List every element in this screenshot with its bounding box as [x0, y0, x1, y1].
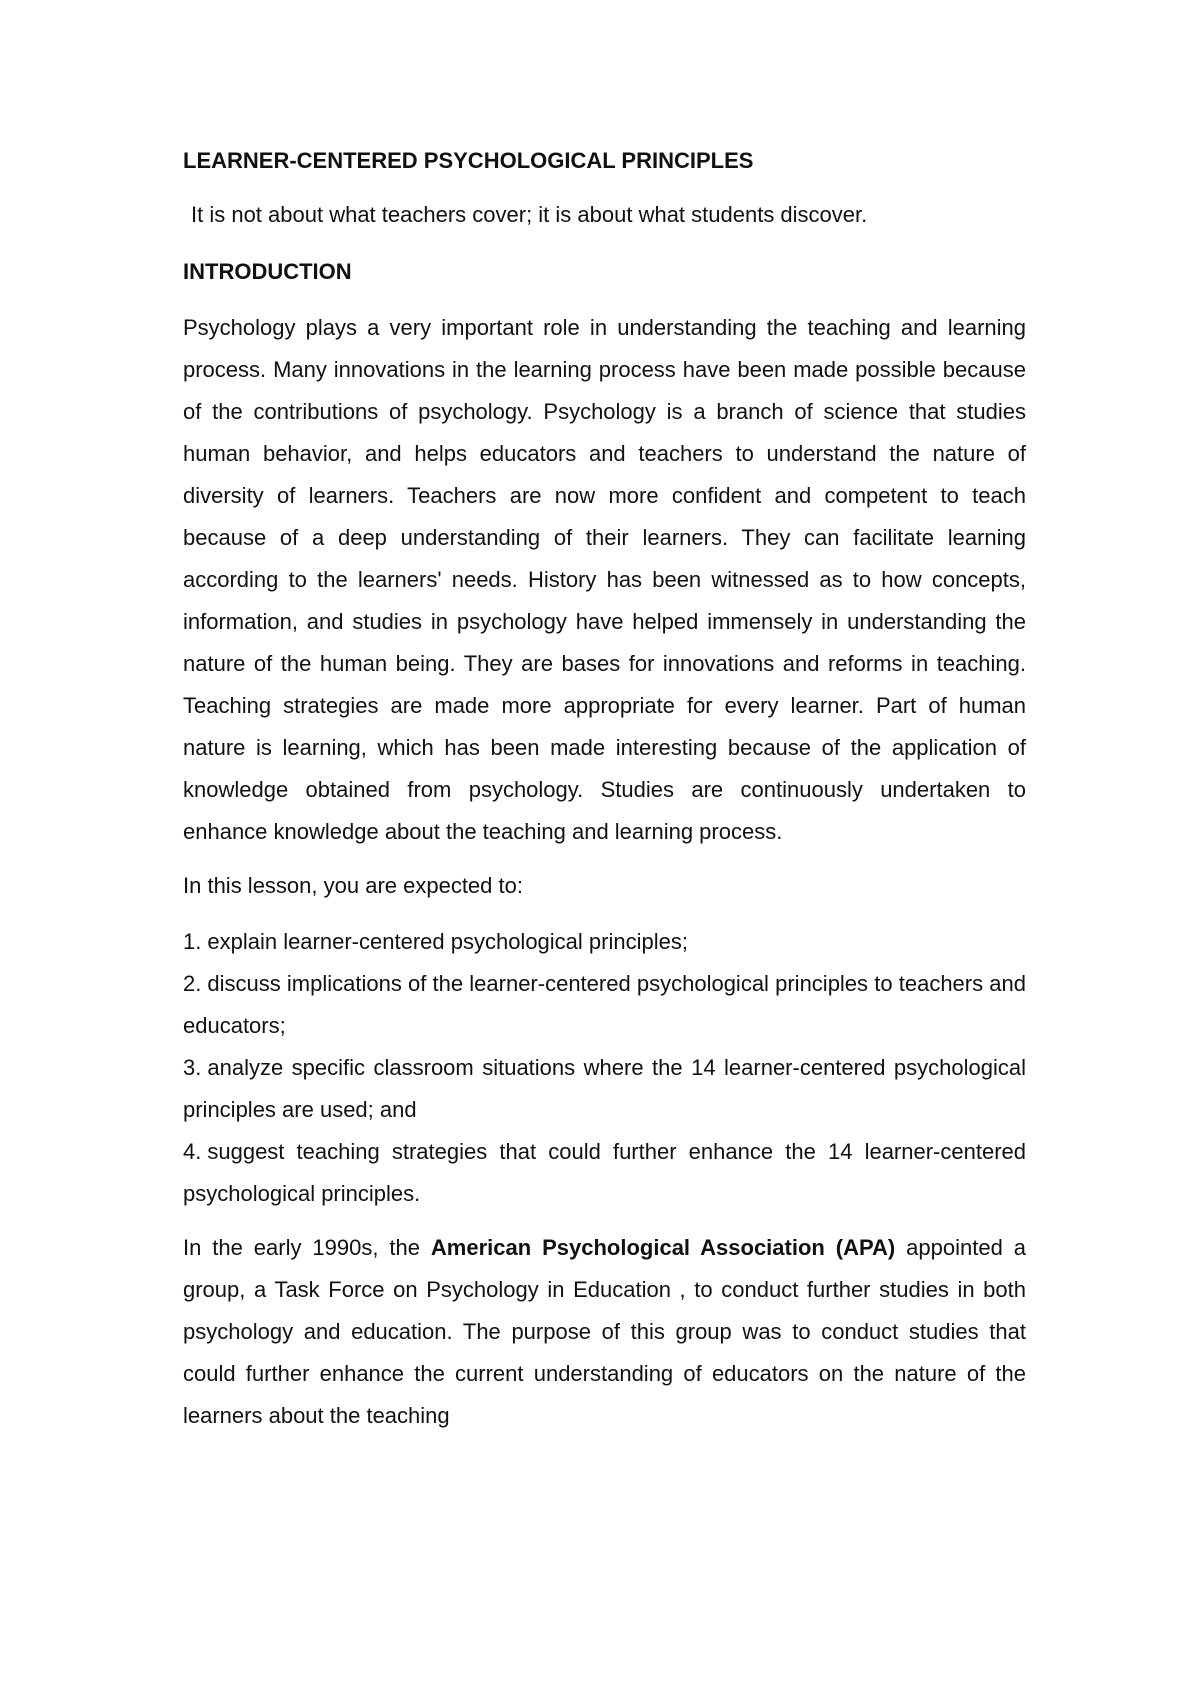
introduction-paragraph: Psychology plays a very important role in understanding the teaching and learning process. Many innovations in the learning process have been made possible because of the contributions of psychology. Psychology is a branch of science that studies human behavior, and helps educators and teachers to understand the nature of diversity of learners. Teachers are now more confident and competent to teach because of a deep understanding of their learners. They can facilitate learning according to the learners' needs. History has been witnessed as to how concepts, information, and studies in psychology have helped immensely in understanding the nature of the human being. They are bases for innovations and reforms in teaching. Teaching strategies are made more appropriate for every learner. Part of human nature is learning, which has been made interesting because of the application of knowledge obtained from psychology. Studies are continuously undertaken to enhance knowledge about the teaching and learning process. — [183, 315, 1026, 844]
apa-paragraph-lead: In the early 1990s, the — [183, 1235, 431, 1260]
objective-item — [183, 1047, 1026, 1131]
objective-item — [183, 1131, 1026, 1215]
apa-paragraph-rest: appointed a group, a Task Force on Psychology in Education , to conduct further studies in both psychology and education. The purpose of this group was to conduct studies that could further enhance the current understanding of educators on the nature of the learners about the teaching — [183, 1235, 1026, 1428]
lesson-expectations-intro: In this lesson, you are expected to: — [183, 873, 523, 898]
apa-paragraph — [183, 1227, 1026, 1437]
objective-text: suggest teaching strategies that could further enhance the 14 learner-centered psychological principles. — [183, 1139, 1026, 1206]
introduction-heading: INTRODUCTION — [183, 259, 352, 284]
objective-number: 1. — [183, 929, 202, 954]
objective-text: explain learner-centered psychological principles; — [207, 929, 688, 954]
opening-quote: It is not about what teachers cover; it is about what students discover. — [191, 202, 868, 227]
apa-organization-name: American Psychological Association (APA) — [430, 1235, 896, 1260]
objective-item — [183, 963, 1026, 1047]
objective-text: analyze specific classroom situations where the 14 learner-centered psychological principles are used; and — [183, 1055, 1026, 1122]
document-title: LEARNER-CENTERED PSYCHOLOGICAL PRINCIPLES — [183, 148, 754, 173]
objective-number: 2. — [183, 971, 202, 996]
objective-item — [183, 921, 1026, 963]
objective-number: 3. — [183, 1055, 202, 1080]
objectives-list — [183, 921, 1026, 1215]
document-content — [183, 146, 1026, 1449]
objective-text: discuss implications of the learner-centered psychological principles to teachers and educators; — [183, 971, 1026, 1038]
objective-number: 4. — [183, 1139, 202, 1164]
